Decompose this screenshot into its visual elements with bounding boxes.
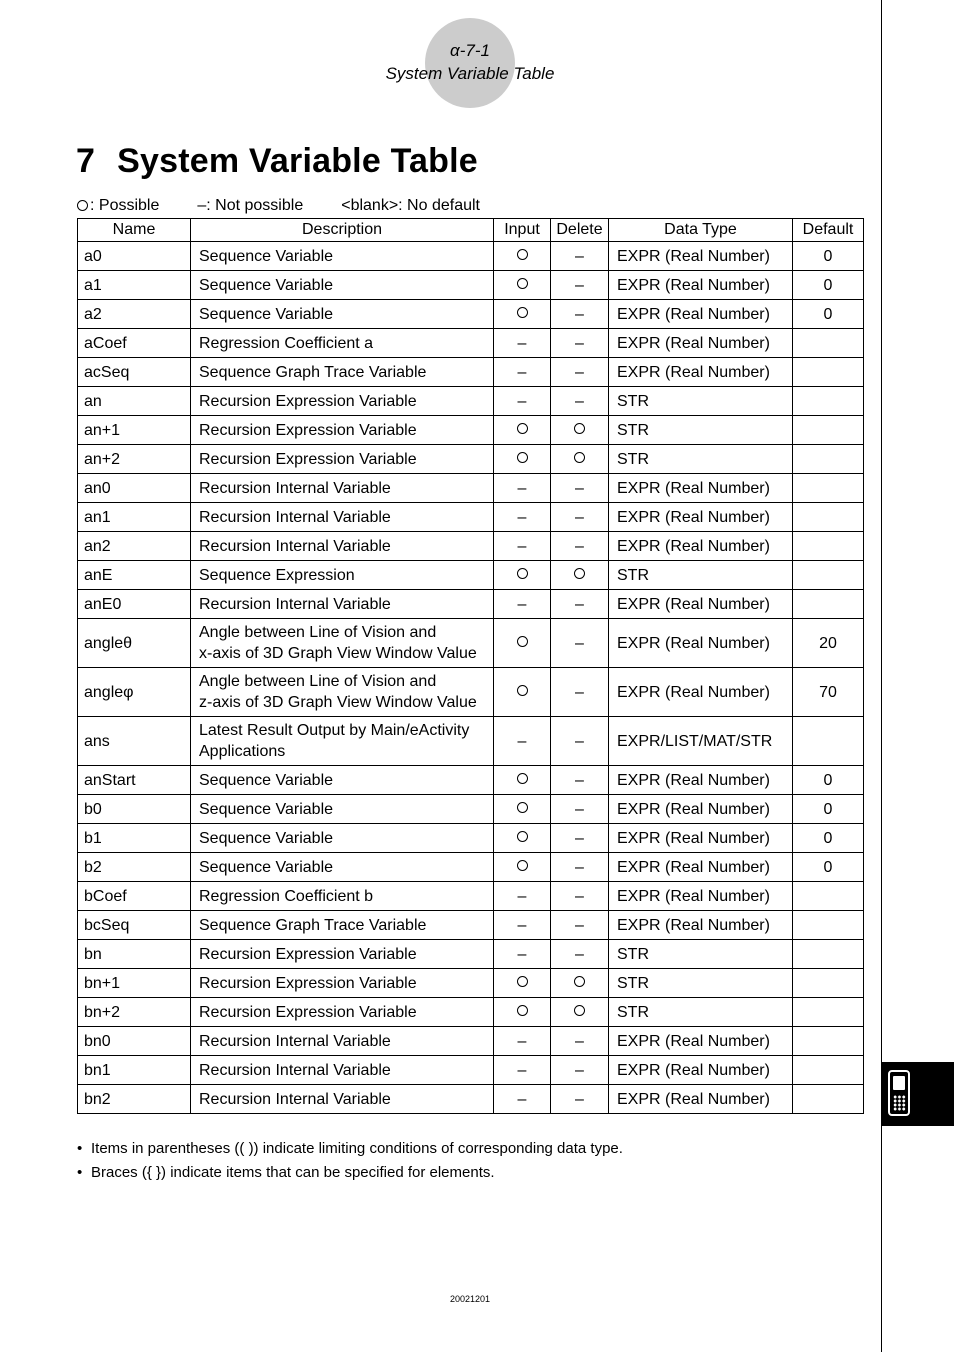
footer-code: 20021201: [449, 1294, 491, 1304]
cell-data-type: STR: [609, 416, 793, 445]
cell-description: Sequence Variable: [191, 824, 494, 853]
cell-description: Sequence Expression: [191, 561, 494, 590]
page-code: α-7-1: [450, 41, 490, 60]
possible-circle-icon: [574, 976, 585, 987]
cell-description: Sequence Variable: [191, 795, 494, 824]
cell-default: 70: [793, 668, 864, 717]
cell-name: anStart: [78, 766, 191, 795]
cell-name: bn+1: [78, 969, 191, 998]
cell-input: [494, 503, 551, 532]
table-row: [78, 998, 864, 1027]
description-line: Applications: [199, 743, 286, 760]
cell-default: [793, 503, 864, 532]
not-possible-dash: –: [575, 247, 584, 265]
cell-default: [793, 882, 864, 911]
cell-input: [494, 911, 551, 940]
cell-default: [793, 387, 864, 416]
possible-circle-icon: [517, 452, 528, 463]
cell-default: [793, 1085, 864, 1114]
cell-name: angleθ: [78, 619, 191, 668]
cell-name: bn0: [78, 1027, 191, 1056]
cell-input: [494, 387, 551, 416]
not-possible-dash: –: [517, 1061, 527, 1079]
cell-input: [494, 1027, 551, 1056]
cell-default: [793, 1056, 864, 1085]
not-possible-dash: –: [575, 829, 584, 847]
cell-input: [494, 998, 551, 1027]
cell-name: bn: [78, 940, 191, 969]
cell-data-type: EXPR (Real Number): [609, 300, 793, 329]
cell-input: [494, 795, 551, 824]
possible-circle-icon: [517, 831, 528, 842]
table-row: [78, 717, 864, 766]
not-possible-dash: –: [517, 595, 527, 613]
cell-default: 0: [793, 795, 864, 824]
col-header-input: Input: [494, 219, 551, 242]
not-possible-dash: –: [575, 537, 584, 555]
table-row: [78, 1085, 864, 1114]
cell-delete: [551, 561, 609, 590]
cell-input: [494, 668, 551, 717]
cell-input: [494, 853, 551, 882]
possible-circle-icon: [517, 423, 528, 434]
cell-description: Recursion Expression Variable: [191, 445, 494, 474]
table-row: [78, 445, 864, 474]
not-possible-dash: –: [575, 634, 584, 652]
not-possible-dash: –: [517, 392, 527, 410]
cell-input: [494, 1056, 551, 1085]
cell-delete: [551, 882, 609, 911]
col-header-data-type: Data Type: [609, 219, 793, 242]
cell-name: a0: [78, 242, 191, 271]
cell-name: an2: [78, 532, 191, 561]
cell-delete: [551, 853, 609, 882]
not-possible-dash: –: [575, 945, 584, 963]
header-circle-decoration: [425, 18, 515, 108]
cell-name: bn2: [78, 1085, 191, 1114]
cell-delete: [551, 474, 609, 503]
legend-possible: : Possible: [90, 197, 160, 214]
cell-data-type: EXPR (Real Number): [609, 242, 793, 271]
cell-name: bn+2: [78, 998, 191, 1027]
not-possible-dash: –: [517, 508, 527, 526]
possible-circle-icon: [77, 200, 88, 211]
possible-circle-icon: [574, 568, 585, 579]
cell-description: Regression Coefficient b: [191, 882, 494, 911]
cell-input: [494, 1085, 551, 1114]
cell-default: 0: [793, 766, 864, 795]
cell-name: a2: [78, 300, 191, 329]
table-row: [78, 824, 864, 853]
cell-description: Recursion Internal Variable: [191, 590, 494, 619]
cell-description: Recursion Expression Variable: [191, 998, 494, 1027]
cell-default: [793, 911, 864, 940]
not-possible-dash: –: [575, 887, 584, 905]
table-row: [78, 619, 864, 668]
cell-description: Recursion Internal Variable: [191, 1085, 494, 1114]
not-possible-dash: –: [575, 595, 584, 613]
table-row: [78, 940, 864, 969]
cell-input: [494, 882, 551, 911]
cell-input: [494, 824, 551, 853]
chapter-title: System Variable Table: [117, 142, 478, 180]
cell-delete: [551, 358, 609, 387]
cell-input: [494, 561, 551, 590]
cell-delete: [551, 590, 609, 619]
cell-data-type: EXPR (Real Number): [609, 911, 793, 940]
legend: [77, 197, 480, 215]
table-row: [78, 1056, 864, 1085]
cell-delete: [551, 824, 609, 853]
cell-name: a1: [78, 271, 191, 300]
table-row: [78, 532, 864, 561]
cell-default: [793, 416, 864, 445]
possible-circle-icon: [517, 976, 528, 987]
cell-default: [793, 717, 864, 766]
notes: [77, 1137, 623, 1185]
table-row: [78, 416, 864, 445]
cell-delete: [551, 1056, 609, 1085]
not-possible-dash: –: [575, 334, 584, 352]
not-possible-dash: –: [575, 916, 584, 934]
cell-description: Recursion Expression Variable: [191, 387, 494, 416]
col-header-description: Description: [191, 219, 494, 242]
not-possible-dash: –: [575, 771, 584, 789]
running-header-title: System Variable Table: [385, 64, 555, 83]
col-header-default: Default: [793, 219, 864, 242]
not-possible-dash: –: [517, 363, 527, 381]
cell-data-type: STR: [609, 940, 793, 969]
cell-delete: [551, 668, 609, 717]
legend-no-default: <blank>: No default: [341, 197, 480, 214]
note-text: Braces ({ }) indicate items that can be specified for elements.: [91, 1164, 495, 1181]
cell-name: b1: [78, 824, 191, 853]
cell-name: an+2: [78, 445, 191, 474]
table-row: [78, 561, 864, 590]
cell-default: 0: [793, 271, 864, 300]
cell-delete: [551, 619, 609, 668]
cell-description: Recursion Expression Variable: [191, 416, 494, 445]
cell-data-type: EXPR (Real Number): [609, 668, 793, 717]
cell-input: [494, 445, 551, 474]
cell-input: [494, 619, 551, 668]
cell-input: [494, 300, 551, 329]
cell-default: [793, 590, 864, 619]
cell-data-type: EXPR (Real Number): [609, 358, 793, 387]
bullet: •: [77, 1164, 83, 1181]
cell-input: [494, 717, 551, 766]
not-possible-dash: –: [575, 858, 584, 876]
cell-name: bCoef: [78, 882, 191, 911]
cell-data-type: EXPR (Real Number): [609, 824, 793, 853]
table-row: [78, 387, 864, 416]
description-line: Latest Result Output by Main/eActivity: [199, 722, 470, 739]
cell-input: [494, 271, 551, 300]
cell-data-type: EXPR (Real Number): [609, 619, 793, 668]
table-row: [78, 590, 864, 619]
not-possible-dash: –: [517, 1090, 527, 1108]
cell-name: ans: [78, 717, 191, 766]
table-row: [78, 503, 864, 532]
possible-circle-icon: [517, 802, 528, 813]
table-header-row: [78, 219, 864, 242]
not-possible-dash: –: [575, 800, 584, 818]
cell-default: [793, 969, 864, 998]
cell-delete: [551, 532, 609, 561]
possible-circle-icon: [517, 860, 528, 871]
not-possible-dash: –: [517, 916, 527, 934]
cell-data-type: EXPR (Real Number): [609, 474, 793, 503]
not-possible-dash: –: [575, 479, 584, 497]
cell-data-type: EXPR (Real Number): [609, 795, 793, 824]
cell-default: 20: [793, 619, 864, 668]
cell-description: [191, 668, 494, 717]
cell-default: [793, 940, 864, 969]
table-row: [78, 882, 864, 911]
note-text: Items in parentheses (( )) indicate limiting conditions of corresponding data type.: [91, 1140, 623, 1157]
cell-description: Recursion Internal Variable: [191, 503, 494, 532]
calculator-icon: [888, 1070, 910, 1116]
cell-name: anE0: [78, 590, 191, 619]
cell-delete: [551, 766, 609, 795]
table-row: [78, 766, 864, 795]
cell-data-type: STR: [609, 445, 793, 474]
cell-description: Sequence Variable: [191, 766, 494, 795]
table-row: [78, 911, 864, 940]
not-possible-dash: –: [517, 887, 527, 905]
cell-delete: [551, 998, 609, 1027]
cell-data-type: EXPR (Real Number): [609, 532, 793, 561]
table-row: [78, 795, 864, 824]
system-variable-table: [77, 218, 864, 1114]
cell-default: [793, 1027, 864, 1056]
not-possible-dash: –: [575, 1061, 584, 1079]
cell-default: [793, 445, 864, 474]
not-possible-dash: –: [575, 1090, 584, 1108]
possible-circle-icon: [517, 249, 528, 260]
cell-description: Sequence Variable: [191, 300, 494, 329]
cell-default: [793, 561, 864, 590]
not-possible-dash: –: [517, 732, 527, 750]
chapter-number: 7: [76, 142, 96, 180]
legend-not-possible: –: Not possible: [197, 197, 304, 214]
cell-data-type: EXPR/LIST/MAT/STR: [609, 717, 793, 766]
col-header-name: Name: [78, 219, 191, 242]
cell-name: an1: [78, 503, 191, 532]
cell-input: [494, 940, 551, 969]
page-edge-rule: [881, 0, 882, 1352]
not-possible-dash: –: [517, 945, 527, 963]
cell-data-type: EXPR (Real Number): [609, 882, 793, 911]
not-possible-dash: –: [575, 276, 584, 294]
possible-circle-icon: [517, 773, 528, 784]
cell-delete: [551, 329, 609, 358]
cell-delete: [551, 1085, 609, 1114]
cell-description: Regression Coefficient a: [191, 329, 494, 358]
cell-description: Sequence Variable: [191, 853, 494, 882]
cell-delete: [551, 300, 609, 329]
cell-data-type: EXPR (Real Number): [609, 503, 793, 532]
cell-data-type: STR: [609, 998, 793, 1027]
cell-default: [793, 532, 864, 561]
possible-circle-icon: [517, 685, 528, 696]
cell-name: b2: [78, 853, 191, 882]
possible-circle-icon: [574, 452, 585, 463]
not-possible-dash: –: [517, 537, 527, 555]
possible-circle-icon: [574, 423, 585, 434]
cell-name: b0: [78, 795, 191, 824]
cell-name: bn1: [78, 1056, 191, 1085]
cell-description: Sequence Variable: [191, 242, 494, 271]
cell-data-type: EXPR (Real Number): [609, 1027, 793, 1056]
cell-delete: [551, 242, 609, 271]
table-row: [78, 271, 864, 300]
not-possible-dash: –: [575, 363, 584, 381]
cell-delete: [551, 717, 609, 766]
note-item: [77, 1137, 623, 1161]
cell-description: Recursion Expression Variable: [191, 969, 494, 998]
cell-delete: [551, 387, 609, 416]
cell-data-type: STR: [609, 561, 793, 590]
cell-description: Recursion Internal Variable: [191, 532, 494, 561]
cell-input: [494, 242, 551, 271]
table-row: [78, 474, 864, 503]
table-row: [78, 853, 864, 882]
cell-input: [494, 416, 551, 445]
cell-data-type: EXPR (Real Number): [609, 1085, 793, 1114]
not-possible-dash: –: [575, 732, 584, 750]
description-line: Angle between Line of Vision and: [199, 624, 437, 641]
cell-description: Sequence Graph Trace Variable: [191, 911, 494, 940]
not-possible-dash: –: [517, 334, 527, 352]
cell-name: an: [78, 387, 191, 416]
possible-circle-icon: [574, 1005, 585, 1016]
cell-description: Sequence Variable: [191, 271, 494, 300]
possible-circle-icon: [517, 636, 528, 647]
cell-name: an+1: [78, 416, 191, 445]
cell-data-type: EXPR (Real Number): [609, 1056, 793, 1085]
cell-default: [793, 474, 864, 503]
possible-circle-icon: [517, 568, 528, 579]
cell-delete: [551, 445, 609, 474]
cell-delete: [551, 795, 609, 824]
cell-delete: [551, 969, 609, 998]
cell-default: [793, 329, 864, 358]
cell-delete: [551, 416, 609, 445]
note-item: [77, 1161, 623, 1185]
not-possible-dash: –: [575, 305, 584, 323]
cell-delete: [551, 1027, 609, 1056]
cell-description: [191, 717, 494, 766]
cell-input: [494, 358, 551, 387]
cell-delete: [551, 911, 609, 940]
col-header-delete: Delete: [551, 219, 609, 242]
cell-data-type: EXPR (Real Number): [609, 329, 793, 358]
cell-input: [494, 590, 551, 619]
chapter-side-tab: [882, 1062, 954, 1126]
cell-description: Sequence Graph Trace Variable: [191, 358, 494, 387]
possible-circle-icon: [517, 307, 528, 318]
table-row: [78, 358, 864, 387]
cell-name: acSeq: [78, 358, 191, 387]
table-body: [78, 242, 864, 1114]
page-title: [76, 142, 478, 181]
cell-name: an0: [78, 474, 191, 503]
table-row: [78, 1027, 864, 1056]
description-line: z-axis of 3D Graph View Window Value: [199, 694, 477, 711]
cell-delete: [551, 940, 609, 969]
table-row: [78, 242, 864, 271]
cell-input: [494, 532, 551, 561]
cell-default: 0: [793, 824, 864, 853]
cell-description: [191, 619, 494, 668]
cell-name: angleφ: [78, 668, 191, 717]
cell-data-type: EXPR (Real Number): [609, 766, 793, 795]
cell-delete: [551, 271, 609, 300]
cell-name: bcSeq: [78, 911, 191, 940]
cell-data-type: EXPR (Real Number): [609, 853, 793, 882]
cell-data-type: STR: [609, 387, 793, 416]
not-possible-dash: –: [517, 1032, 527, 1050]
cell-input: [494, 766, 551, 795]
description-line: x-axis of 3D Graph View Window Value: [199, 645, 477, 662]
bullet: •: [77, 1140, 83, 1157]
cell-name: anE: [78, 561, 191, 590]
cell-description: Recursion Expression Variable: [191, 940, 494, 969]
not-possible-dash: –: [575, 508, 584, 526]
cell-data-type: EXPR (Real Number): [609, 271, 793, 300]
cell-data-type: EXPR (Real Number): [609, 590, 793, 619]
not-possible-dash: –: [575, 1032, 584, 1050]
cell-description: Recursion Internal Variable: [191, 474, 494, 503]
cell-input: [494, 969, 551, 998]
table-row: [78, 668, 864, 717]
table-row: [78, 300, 864, 329]
cell-input: [494, 474, 551, 503]
not-possible-dash: –: [575, 392, 584, 410]
cell-data-type: STR: [609, 969, 793, 998]
table-row: [78, 329, 864, 358]
description-line: Angle between Line of Vision and: [199, 673, 437, 690]
cell-name: aCoef: [78, 329, 191, 358]
cell-description: Recursion Internal Variable: [191, 1056, 494, 1085]
cell-description: Recursion Internal Variable: [191, 1027, 494, 1056]
cell-default: 0: [793, 853, 864, 882]
cell-delete: [551, 503, 609, 532]
cell-input: [494, 329, 551, 358]
not-possible-dash: –: [517, 479, 527, 497]
not-possible-dash: –: [575, 683, 584, 701]
cell-default: [793, 358, 864, 387]
possible-circle-icon: [517, 278, 528, 289]
table-row: [78, 969, 864, 998]
cell-default: [793, 998, 864, 1027]
possible-circle-icon: [517, 1005, 528, 1016]
cell-default: 0: [793, 300, 864, 329]
cell-default: 0: [793, 242, 864, 271]
